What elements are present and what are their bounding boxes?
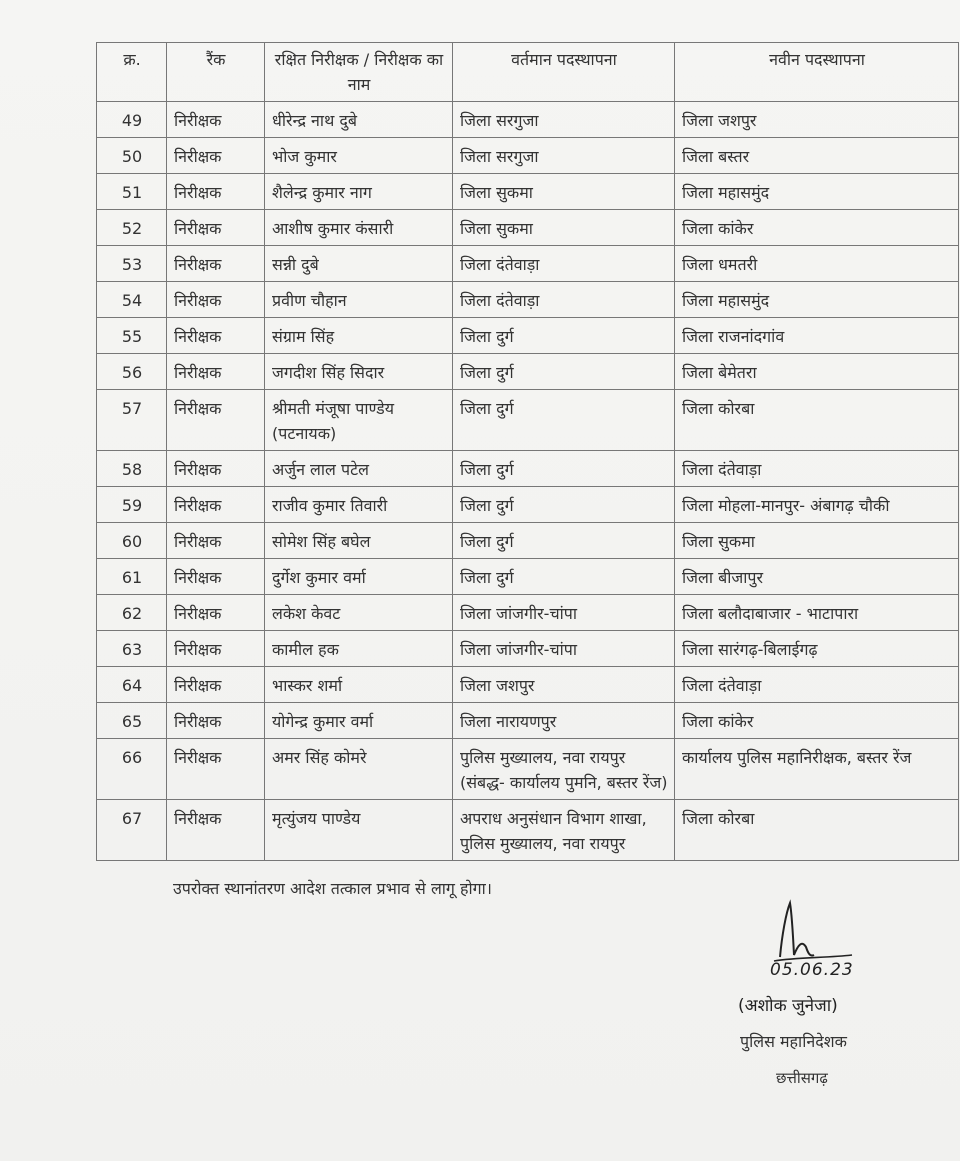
cell-name: कामील हक — [265, 631, 453, 667]
cell-new-posting: जिला कांकेर — [675, 210, 959, 246]
cell-current-posting: पुलिस मुख्यालय, नवा रायपुर (संबद्ध- कार्यालय पुमनि, बस्तर रेंज) — [453, 739, 675, 800]
cell-serial: 67 — [97, 800, 167, 861]
cell-new-posting: जिला दंतेवाड़ा — [675, 667, 959, 703]
cell-name: धीरेन्द्र नाथ दुबे — [265, 102, 453, 138]
table-row — [97, 246, 959, 282]
cell-rank: निरीक्षक — [167, 739, 265, 800]
cell-new-posting: जिला महासमुंद — [675, 174, 959, 210]
cell-rank: निरीक्षक — [167, 390, 265, 451]
cell-rank: निरीक्षक — [167, 703, 265, 739]
cell-serial: 53 — [97, 246, 167, 282]
cell-current-posting: जिला दुर्ग — [453, 523, 675, 559]
cell-name: संग्राम सिंह — [265, 318, 453, 354]
cell-name: राजीव कुमार तिवारी — [265, 487, 453, 523]
cell-current-posting: जिला सरगुजा — [453, 138, 675, 174]
header-serial: क्र. — [97, 43, 167, 102]
cell-new-posting: जिला महासमुंद — [675, 282, 959, 318]
cell-current-posting: जिला नारायणपुर — [453, 703, 675, 739]
cell-new-posting: कार्यालय पुलिस महानिरीक्षक, बस्तर रेंज — [675, 739, 959, 800]
cell-name: अर्जुन लाल पटेल — [265, 451, 453, 487]
cell-new-posting: जिला सारंगढ़-बिलाईगढ़ — [675, 631, 959, 667]
table-row — [97, 451, 959, 487]
table-row — [97, 174, 959, 210]
header-current-posting: वर्तमान पदस्थापना — [453, 43, 675, 102]
table-body — [97, 102, 959, 861]
cell-rank: निरीक्षक — [167, 800, 265, 861]
table-row — [97, 354, 959, 390]
cell-current-posting: जिला सरगुजा — [453, 102, 675, 138]
cell-name: योगेन्द्र कुमार वर्मा — [265, 703, 453, 739]
cell-new-posting: जिला कोरबा — [675, 390, 959, 451]
table-header-row — [97, 43, 959, 102]
cell-current-posting: जिला दुर्ग — [453, 318, 675, 354]
table-row — [97, 102, 959, 138]
cell-current-posting: जिला जांजगीर-चांपा — [453, 595, 675, 631]
cell-name: भोज कुमार — [265, 138, 453, 174]
cell-serial: 64 — [97, 667, 167, 703]
cell-name: भास्कर शर्मा — [265, 667, 453, 703]
table-row — [97, 523, 959, 559]
cell-rank: निरीक्षक — [167, 451, 265, 487]
cell-serial: 59 — [97, 487, 167, 523]
cell-rank: निरीक्षक — [167, 318, 265, 354]
cell-serial: 58 — [97, 451, 167, 487]
cell-rank: निरीक्षक — [167, 102, 265, 138]
cell-rank: निरीक्षक — [167, 559, 265, 595]
cell-current-posting: जिला दुर्ग — [453, 451, 675, 487]
cell-serial: 57 — [97, 390, 167, 451]
cell-new-posting: जिला जशपुर — [675, 102, 959, 138]
cell-current-posting: जिला जशपुर — [453, 667, 675, 703]
table-row — [97, 739, 959, 800]
cell-serial: 65 — [97, 703, 167, 739]
signatory-title: पुलिस महानिदेशक — [740, 1032, 847, 1051]
cell-serial: 54 — [97, 282, 167, 318]
cell-new-posting: जिला बेमेतरा — [675, 354, 959, 390]
cell-current-posting: जिला दुर्ग — [453, 390, 675, 451]
signatory-name: (अशोक जुनेजा) — [738, 996, 838, 1016]
table-row — [97, 667, 959, 703]
cell-rank: निरीक्षक — [167, 631, 265, 667]
cell-rank: निरीक्षक — [167, 174, 265, 210]
cell-name: शैलेन्द्र कुमार नाग — [265, 174, 453, 210]
cell-name: लकेश केवट — [265, 595, 453, 631]
table-row — [97, 210, 959, 246]
cell-current-posting: जिला दंतेवाड़ा — [453, 246, 675, 282]
cell-current-posting: जिला दंतेवाड़ा — [453, 282, 675, 318]
cell-serial: 56 — [97, 354, 167, 390]
cell-rank: निरीक्षक — [167, 667, 265, 703]
cell-current-posting: जिला दुर्ग — [453, 559, 675, 595]
cell-new-posting: जिला बीजापुर — [675, 559, 959, 595]
cell-current-posting: जिला जांजगीर-चांपा — [453, 631, 675, 667]
cell-name: आशीष कुमार कंसारी — [265, 210, 453, 246]
cell-new-posting: जिला धमतरी — [675, 246, 959, 282]
cell-current-posting: जिला सुकमा — [453, 174, 675, 210]
cell-new-posting: जिला सुकमा — [675, 523, 959, 559]
table-row — [97, 631, 959, 667]
cell-rank: निरीक्षक — [167, 595, 265, 631]
cell-name: सन्नी दुबे — [265, 246, 453, 282]
cell-new-posting: जिला कांकेर — [675, 703, 959, 739]
table-row — [97, 800, 959, 861]
cell-serial: 51 — [97, 174, 167, 210]
cell-name: दुर्गेश कुमार वर्मा — [265, 559, 453, 595]
cell-serial: 63 — [97, 631, 167, 667]
table-row — [97, 559, 959, 595]
cell-current-posting: अपराध अनुसंधान विभाग शाखा, पुलिस मुख्यालय, नवा रायपुर — [453, 800, 675, 861]
cell-serial: 60 — [97, 523, 167, 559]
signatory-place: छत्तीसगढ़ — [776, 1069, 828, 1087]
cell-serial: 49 — [97, 102, 167, 138]
cell-name: जगदीश सिंह सिदार — [265, 354, 453, 390]
table-row — [97, 138, 959, 174]
header-name: रक्षित निरीक्षक / निरीक्षक का नाम — [265, 43, 453, 102]
cell-serial: 61 — [97, 559, 167, 595]
cell-current-posting: जिला सुकमा — [453, 210, 675, 246]
cell-new-posting: जिला राजनांदगांव — [675, 318, 959, 354]
table-row — [97, 703, 959, 739]
table-row — [97, 282, 959, 318]
cell-rank: निरीक्षक — [167, 282, 265, 318]
cell-rank: निरीक्षक — [167, 487, 265, 523]
table-row — [97, 390, 959, 451]
cell-name: श्रीमती मंजूषा पाण्डेय (पटनायक) — [265, 390, 453, 451]
header-new-posting: नवीन पदस्थापना — [675, 43, 959, 102]
cell-serial: 52 — [97, 210, 167, 246]
cell-rank: निरीक्षक — [167, 354, 265, 390]
cell-serial: 55 — [97, 318, 167, 354]
cell-new-posting: जिला बलौदाबाजार - भाटापारा — [675, 595, 959, 631]
table-row — [97, 318, 959, 354]
cell-new-posting: जिला दंतेवाड़ा — [675, 451, 959, 487]
transfer-table — [96, 42, 959, 861]
table-row — [97, 595, 959, 631]
cell-name: सोमेश सिंह बघेल — [265, 523, 453, 559]
cell-new-posting: जिला कोरबा — [675, 800, 959, 861]
cell-serial: 66 — [97, 739, 167, 800]
cell-rank: निरीक्षक — [167, 138, 265, 174]
signature-date: 05.06.23 — [770, 960, 854, 980]
cell-new-posting: जिला मोहला-मानपुर- अंबागढ़ चौकी — [675, 487, 959, 523]
header-rank: रैंक — [167, 43, 265, 102]
cell-current-posting: जिला दुर्ग — [453, 354, 675, 390]
cell-name: प्रवीण चौहान — [265, 282, 453, 318]
cell-name: अमर सिंह कोमरे — [265, 739, 453, 800]
cell-current-posting: जिला दुर्ग — [453, 487, 675, 523]
cell-new-posting: जिला बस्तर — [675, 138, 959, 174]
cell-name: मृत्युंजय पाण्डेय — [265, 800, 453, 861]
cell-serial: 50 — [97, 138, 167, 174]
cell-rank: निरीक्षक — [167, 210, 265, 246]
cell-rank: निरीक्षक — [167, 246, 265, 282]
cell-rank: निरीक्षक — [167, 523, 265, 559]
table-row — [97, 487, 959, 523]
order-footnote: उपरोक्त स्थानांतरण आदेश तत्काल प्रभाव से लागू होगा। — [173, 879, 492, 898]
cell-serial: 62 — [97, 595, 167, 631]
